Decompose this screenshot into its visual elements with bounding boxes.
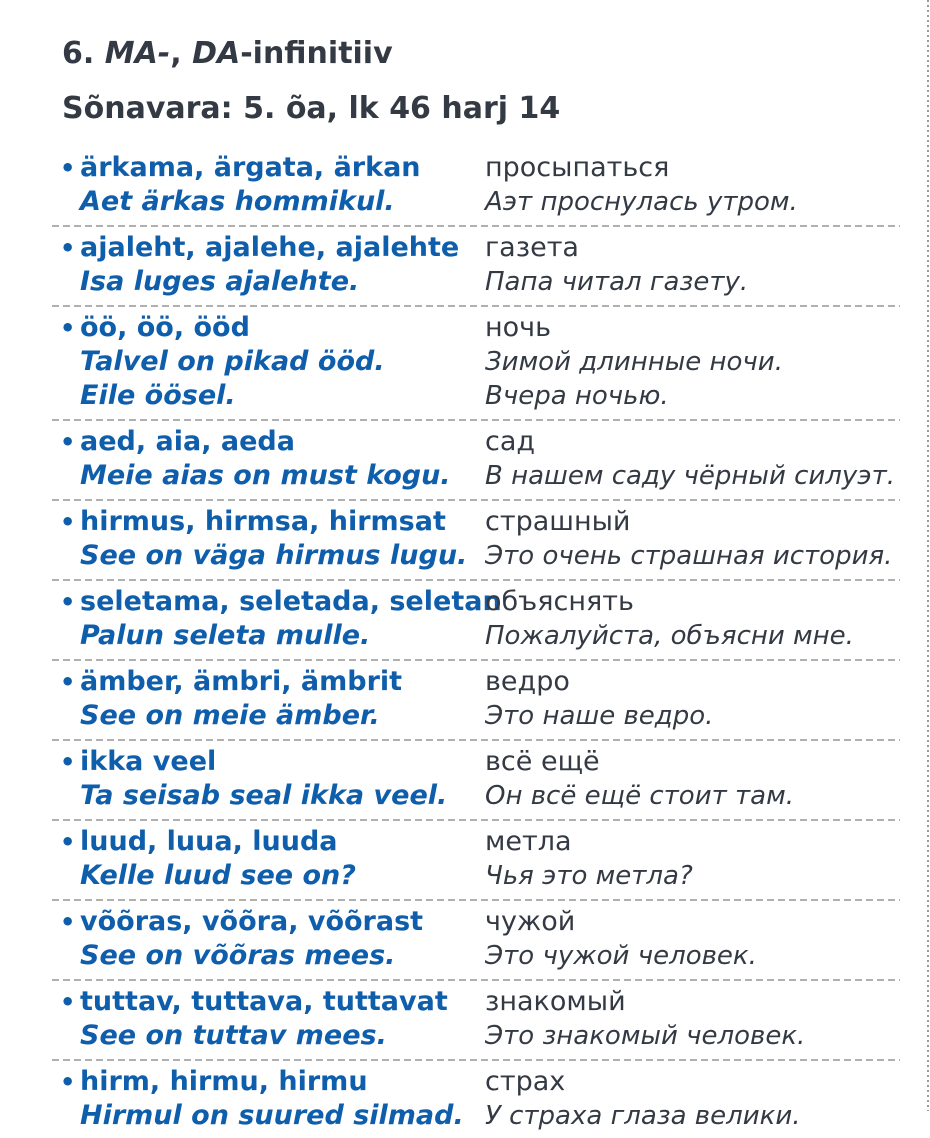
russian-cell (485, 905, 900, 973)
title-segment-italic: MA- (104, 36, 171, 71)
russian-cell (485, 745, 900, 813)
page-content (52, 36, 900, 1138)
estonian-cell (80, 745, 485, 813)
russian-example: Вчера ночью. (485, 381, 669, 411)
estonian-words: ajaleht, ajalehe, ajalehte (80, 232, 460, 263)
estonian-example: Hirmul on suured silmad. (80, 1100, 464, 1131)
vocab-list (52, 148, 900, 1138)
russian-example: Зимой длинные ночи. (485, 347, 783, 377)
russian-translation: чужой (485, 906, 576, 937)
estonian-example: Talvel on pikad ööd. (80, 346, 385, 377)
row-separator (52, 819, 900, 821)
russian-example: У страха глаза велики. (485, 1101, 801, 1131)
bullet-icon: • (60, 908, 76, 936)
russian-translation: объяснять (485, 586, 634, 617)
russian-cell (485, 985, 900, 1053)
estonian-cell (80, 151, 485, 219)
title-segment: , (170, 36, 193, 71)
estonian-cell (80, 665, 485, 733)
estonian-cell (80, 311, 485, 413)
vocab-row (52, 582, 900, 658)
estonian-example: Aet ärkas hommikul. (80, 186, 395, 217)
russian-example: Он всё ещё стоит там. (485, 781, 794, 811)
estonian-example: Kelle luud see on? (80, 860, 356, 891)
russian-translation: метла (485, 826, 572, 857)
estonian-cell (80, 505, 485, 573)
russian-cell (485, 665, 900, 733)
bullet-icon: • (60, 668, 76, 696)
russian-example: Папа читал газету. (485, 267, 749, 297)
estonian-cell (80, 1065, 485, 1133)
russian-cell (485, 505, 900, 573)
row-separator (52, 899, 900, 901)
row-separator (52, 979, 900, 981)
russian-example: Это очень страшная история. (485, 541, 893, 571)
estonian-example: See on väga hirmus lugu. (80, 540, 468, 571)
estonian-words: hirm, hirmu, hirmu (80, 1066, 368, 1097)
bullet-icon: • (60, 154, 76, 182)
estonian-example: Meie aias on must kogu. (80, 460, 451, 491)
russian-example: Аэт проснулась утром. (485, 187, 798, 217)
estonian-cell (80, 231, 485, 299)
vocab-row (52, 148, 900, 224)
estonian-cell (80, 425, 485, 493)
russian-cell (485, 151, 900, 219)
bullet-icon: • (60, 588, 76, 616)
row-separator (52, 659, 900, 661)
russian-cell (485, 585, 900, 653)
page-title (62, 36, 900, 71)
russian-cell (485, 311, 900, 413)
russian-translation: ночь (485, 312, 552, 343)
estonian-words: öö, öö, ööd (80, 312, 250, 343)
estonian-cell (80, 985, 485, 1053)
estonian-words: ämber, ämbri, ämbrit (80, 666, 403, 697)
bullet-icon: • (60, 1068, 76, 1096)
estonian-example: Ta seisab seal ikka veel. (80, 780, 448, 811)
russian-translation: страх (485, 1066, 566, 1097)
estonian-words: seletama, seletada, seletan (80, 586, 502, 617)
russian-cell (485, 231, 900, 299)
estonian-words: aed, aia, aeda (80, 426, 295, 457)
russian-example: Это чужой человек. (485, 941, 757, 971)
row-separator (52, 225, 900, 227)
title-segment: 6. (62, 36, 105, 71)
vocab-row (52, 822, 900, 898)
russian-translation: газета (485, 232, 579, 263)
estonian-example: See on tuttav mees. (80, 1020, 387, 1051)
estonian-cell (80, 825, 485, 893)
bullet-icon: • (60, 828, 76, 856)
russian-example: Пожалуйста, объясни мне. (485, 621, 854, 651)
bullet-icon: • (60, 508, 76, 536)
russian-example: В нашем саду чёрный силуэт. (485, 461, 895, 491)
estonian-example: See on meie ämber. (80, 700, 380, 731)
estonian-words: võõras, võõra, võõrast (80, 906, 424, 937)
vocab-row (52, 422, 900, 498)
estonian-example: Palun seleta mulle. (80, 620, 371, 651)
row-separator (52, 419, 900, 421)
estonian-example: Eile öösel. (80, 380, 236, 411)
estonian-cell (80, 905, 485, 973)
vocab-row (52, 1062, 900, 1138)
russian-cell (485, 425, 900, 493)
russian-translation: сад (485, 426, 536, 457)
vocab-row (52, 902, 900, 978)
estonian-words: ikka veel (80, 746, 217, 777)
estonian-words: hirmus, hirmsa, hirmsat (80, 506, 446, 537)
title-segment-italic: DA (192, 36, 241, 71)
russian-translation: ведро (485, 666, 570, 697)
russian-translation: просыпаться (485, 152, 670, 183)
russian-cell (485, 1065, 900, 1133)
estonian-example: See on võõras mees. (80, 940, 396, 971)
vocab-row (52, 982, 900, 1058)
bullet-icon: • (60, 234, 76, 262)
bullet-icon: • (60, 314, 76, 342)
vocab-row (52, 662, 900, 738)
bullet-icon: • (60, 988, 76, 1016)
vocab-row (52, 502, 900, 578)
russian-example: Это знакомый человек. (485, 1021, 806, 1051)
estonian-cell (80, 585, 502, 653)
page-edge-dotted-line (927, 0, 929, 1111)
russian-example: Чья это метла? (485, 861, 693, 891)
row-separator (52, 1059, 900, 1061)
bullet-icon: • (60, 748, 76, 776)
bullet-icon: • (60, 428, 76, 456)
vocab-row (52, 308, 900, 418)
title-segment: -infinitiiv (240, 36, 393, 71)
russian-translation: знакомый (485, 986, 626, 1017)
estonian-words: luud, luua, luuda (80, 826, 338, 857)
vocab-row (52, 228, 900, 304)
vocab-row (52, 742, 900, 818)
estonian-words: ärkama, ärgata, ärkan (80, 152, 421, 183)
estonian-example: Isa luges ajalehte. (80, 266, 360, 297)
russian-example: Это наше ведро. (485, 701, 714, 731)
estonian-words: tuttav, tuttava, tuttavat (80, 986, 448, 1017)
row-separator (52, 499, 900, 501)
russian-translation: страшный (485, 506, 631, 537)
russian-translation: всё ещё (485, 746, 600, 777)
row-separator (52, 579, 900, 581)
page-subtitle: Sõnavara: 5. õa, lk 46 harj 14 (62, 91, 561, 126)
row-separator (52, 305, 900, 307)
russian-cell (485, 825, 900, 893)
row-separator (52, 739, 900, 741)
